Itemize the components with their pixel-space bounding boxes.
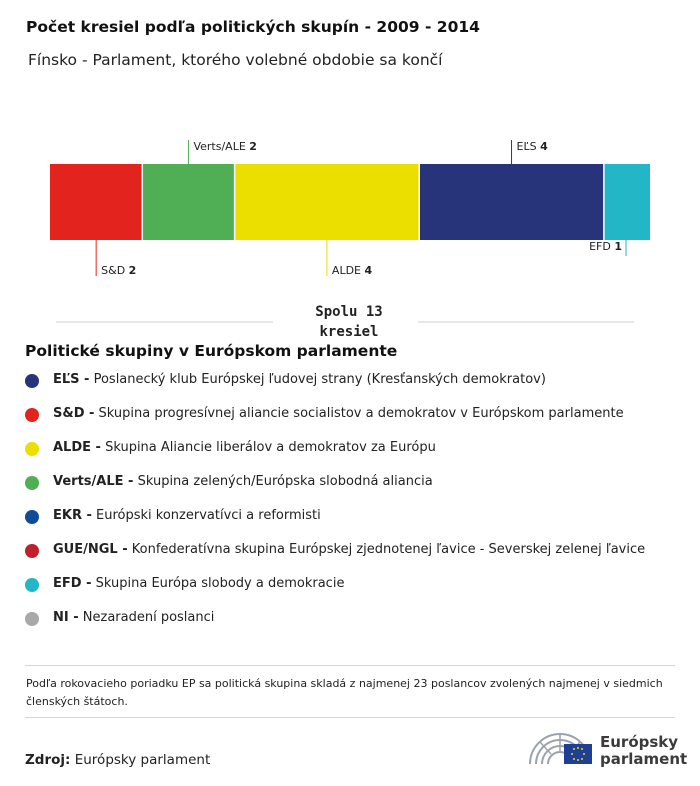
segment-label-e-s: EĽS 4 [516, 140, 548, 153]
legend-swatch [25, 510, 39, 524]
legend-label [53, 474, 433, 489]
legend-abbr: ALDE - [53, 440, 101, 455]
segment-label-s-d: S&D 2 [101, 264, 137, 277]
legend-swatch [25, 544, 39, 558]
legend-label [53, 440, 436, 455]
legend-swatch [25, 476, 39, 490]
parliament-hemicycle-icon [528, 728, 594, 768]
legend-abbr: NI - [53, 610, 79, 625]
bar-segment-alde [235, 164, 420, 240]
segment-label-verts-ale: Verts/ALE 2 [193, 140, 257, 153]
stacked-bar-chart [0, 0, 700, 340]
legend-abbr: EĽS - [53, 372, 90, 387]
legend-swatch [25, 612, 39, 626]
legend-abbr: Verts/ALE - [53, 474, 134, 489]
footnote: Podľa rokovacieho poriadku EP sa politická skupina skladá z najmenej 23 poslancov zvolených najmenej v siedmich členských štátoch. [26, 677, 663, 708]
legend-description: Skupina Európa slobody a demokracie [91, 576, 345, 591]
legend-description: Nezaradení poslanci [78, 610, 215, 625]
bar-segments [50, 164, 650, 240]
legend-label [53, 372, 546, 387]
legend-label [53, 610, 214, 625]
legend-swatch [25, 578, 39, 592]
total-label-line1: Spolu 13 [315, 304, 383, 320]
legend-swatch [25, 442, 39, 456]
legend-abbr: GUE/NGL - [53, 542, 128, 557]
legend-label [53, 542, 645, 557]
total-label [56, 304, 634, 340]
logo-text [600, 734, 687, 768]
segment-label-alde: ALDE 4 [331, 264, 373, 277]
source [25, 752, 210, 768]
chart-subtitle: Fínsko - Parlament, ktorého volebné obdobie sa končí [28, 51, 443, 69]
legend-description: Skupina Aliancie liberálov a demokratov za Európu [100, 440, 436, 455]
legend-label [53, 406, 624, 421]
logo-line2: parlament [600, 750, 688, 768]
legend-title: Politické skupiny v Európskom parlamente [25, 342, 398, 360]
legend-swatch [25, 374, 39, 388]
legend-description: Skupina zelených/Európska slobodná aliancia [133, 474, 433, 489]
legend-label [53, 508, 321, 523]
logo-line1: Európsky [600, 733, 679, 751]
total-label-line2: kresiel [319, 324, 379, 340]
segment-label-efd: EFD 1 [589, 240, 622, 253]
legend-description: Konfederatívna skupina Európskej zjednotenej ľavice - Severskej zelenej ľavice [127, 542, 646, 557]
divider [25, 717, 675, 718]
legend-description: Skupina progresívnej aliancie socialistov a demokratov v Európskom parlamente [94, 406, 624, 421]
legend-description: Európski konzervatívci a reformisti [91, 508, 321, 523]
bar-segment-e-s [419, 164, 604, 240]
legend-swatch [25, 408, 39, 422]
legend-description: Poslanecký klub Európskej ľudovej strany (Kresťanských demokratov) [89, 372, 546, 387]
bar-segment-s-d [50, 164, 142, 240]
legend-abbr: EFD - [53, 576, 92, 591]
bar-segment-efd [604, 164, 650, 240]
divider [25, 665, 675, 666]
legend-abbr: EKR - [53, 508, 92, 523]
source-value: Európsky parlament [74, 752, 211, 768]
ep-logo [528, 728, 688, 772]
bar-segment-verts-ale [142, 164, 234, 240]
source-label: Zdroj: [25, 752, 71, 768]
legend-label [53, 576, 344, 591]
chart-title: Počet kresiel podľa politických skupín - 2009 - 2014 [26, 18, 480, 36]
legend-abbr: S&D - [53, 406, 95, 421]
